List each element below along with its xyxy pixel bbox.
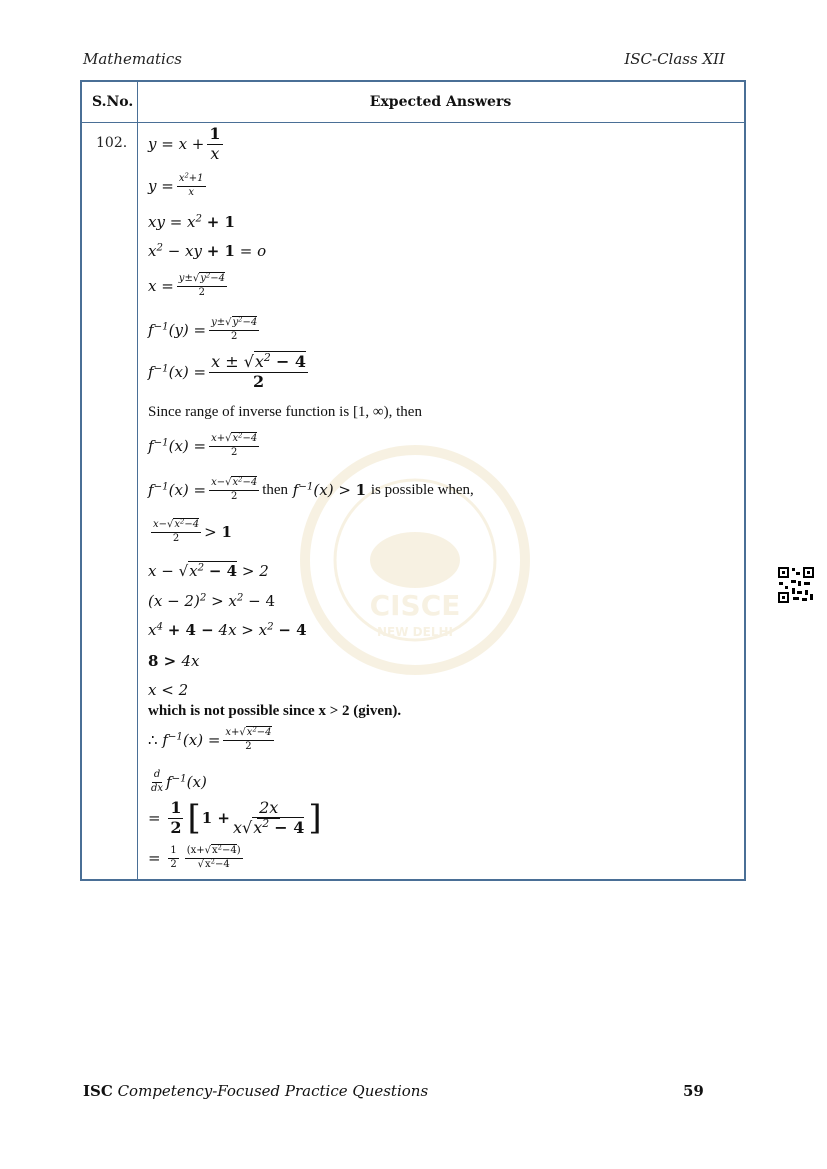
possible-when-text: is possible when, — [370, 481, 474, 498]
step-9: $f^{-1}(x)$ = $\frac{x+√x^2-4}{2}$ — [148, 431, 258, 458]
column-header-sno: S.No. — [92, 94, 134, 110]
step-7: $f^{-1}(x)$ = $\frac{x \pm √x^2 - 4}{2}$ — [148, 351, 307, 391]
header-subject: Mathematics — [83, 50, 182, 68]
step-3: xy = $x^2 + 1$ — [148, 213, 235, 231]
step-15: 8 > 4x — [148, 652, 200, 670]
step-13: $(x - 2)^2 > x^2 - 4$ — [148, 592, 276, 610]
watermark-name: CISCE — [369, 589, 461, 622]
step-5: x = $\frac{y\pm√y^2-4}{2}$ — [148, 271, 225, 298]
step-4: $x^2$ − xy + 1 = o — [148, 242, 267, 260]
footer-brand: ISC — [83, 1082, 113, 1100]
then-text: then — [262, 481, 289, 498]
step-1: y = x + $\frac{1}{x}$ — [148, 124, 221, 163]
header-class: ISC-Class XII — [624, 50, 725, 68]
footer-title-text: Competency-Focused Practice Questions — [117, 1082, 429, 1100]
footer-title — [83, 1082, 428, 1100]
step-2: y = $\frac{x^2+1}{x}$ — [148, 171, 204, 198]
step-16: x < 2 — [148, 681, 189, 699]
not-possible-statement: which is not possible since x > 2 (given). — [148, 703, 402, 719]
column-divider — [137, 82, 138, 879]
range-statement: Since range of inverse function is [1, ∞), then — [148, 404, 422, 420]
step-18: ∴ $f^{-1}(x)$ = $\frac{x+√x^2-4}{2}$ — [148, 725, 272, 752]
step-10: $f^{-1}(x)$ = $\frac{x-√x^2-4}{2}$ then $f^{-1}(x) > 1$ is possible when, — [148, 475, 474, 502]
step-12: $x - √x^2 - 4 > 2$ — [148, 562, 269, 580]
answers-table — [80, 80, 746, 881]
step-20: = $\frac{1}{2}$ [ 1 + $\frac{2x}{x√x^2 - 4}$ ] — [148, 798, 322, 839]
page-number: 59 — [683, 1082, 704, 1100]
watermark-city: NEW DELHI — [377, 625, 453, 639]
step-6: $f^{-1}(y)$ = $\frac{y\pm√y^2-4}{2}$ — [148, 315, 258, 342]
column-header-answers: Expected Answers — [369, 94, 512, 110]
step-21: = $\frac{1}{2}$ $\frac{(x+√x^2-4)}{√x^2-4}$ — [148, 843, 241, 870]
header-divider — [82, 122, 744, 123]
step-11: $\frac{x-√x^2-4}{2}$ > 1 — [153, 517, 232, 544]
question-number: 102. — [96, 135, 128, 151]
qr-code-icon[interactable] — [777, 566, 815, 604]
step-14: $x^4 + 4 - 4x > x^2 - 4$ — [148, 621, 307, 639]
step-19: $\frac{d}{dx}$ $f^{-1}(x)$ — [151, 769, 207, 794]
